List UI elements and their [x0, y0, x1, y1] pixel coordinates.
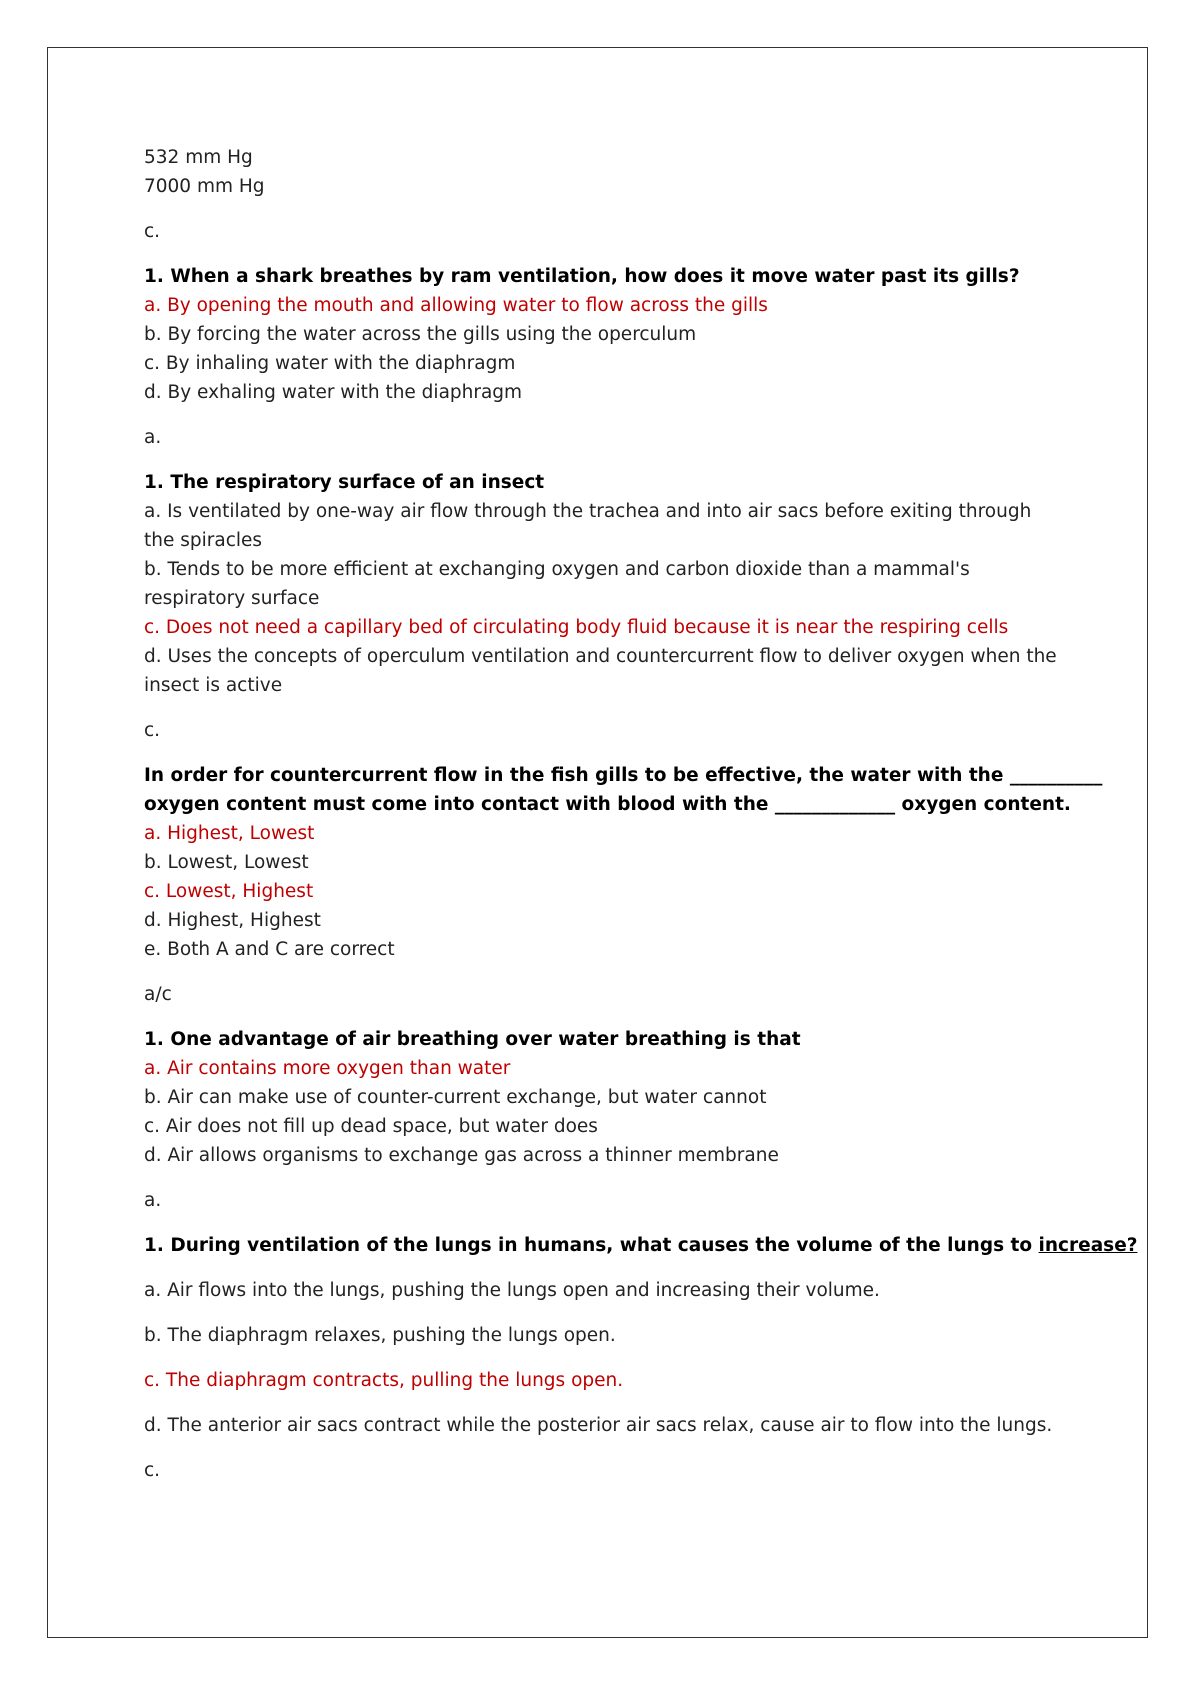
question-shark: 1. When a shark breathes by ram ventilation, how does it move water past its gills?	[144, 266, 1020, 287]
option-b: b. Air can make use of counter-current exchange, but water cannot	[144, 1087, 767, 1108]
option-a-correct: a. Air contains more oxygen than water	[144, 1058, 511, 1079]
option-a: a. Air flows into the lungs, pushing the lungs open and increasing their volume.	[144, 1280, 880, 1301]
option-c-correct: c. The diaphragm contracts, pulling the lungs open.	[144, 1370, 624, 1391]
option-d: d. Uses the concepts of operculum ventilation and countercurrent flow to deliver oxygen when the insect is active	[144, 646, 1057, 696]
option-a-correct: a. Highest, Lowest	[144, 823, 315, 844]
answer-key: c.	[144, 720, 161, 741]
answer-key: a/c	[144, 984, 172, 1005]
option-b: b. By forcing the water across the gills using the operculum	[144, 324, 697, 345]
option-d: d. Highest, Highest	[144, 910, 321, 931]
option-b: b. Tends to be more efficient at exchanging oxygen and carbon dioxide than a mammal's respiratory surface	[144, 559, 970, 609]
question-insect: 1. The respiratory surface of an insect	[144, 472, 545, 493]
question-air-breathing: 1. One advantage of air breathing over water breathing is that	[144, 1029, 801, 1050]
option-c: c. Air does not fill up dead space, but water does	[144, 1116, 598, 1137]
question-countercurrent-line-2: oxygen content must come into contact with blood with the _____________ oxygen content.	[144, 794, 1071, 815]
pressure-line-2: 7000 mm Hg	[144, 176, 265, 197]
question-countercurrent-line-1: In order for countercurrent flow in the fish gills to be effective, the water with the __________	[144, 765, 1103, 786]
answer-key: a.	[144, 427, 162, 448]
question-text: 1. During ventilation of the lungs in humans, what causes the volume of the lungs to	[144, 1235, 1039, 1256]
option-c-correct: c. Lowest, Highest	[144, 881, 314, 902]
option-d: d. Air allows organisms to exchange gas across a thinner membrane	[144, 1145, 779, 1166]
document-body	[144, 143, 1138, 1485]
option-b: b. The diaphragm relaxes, pushing the lungs open.	[144, 1325, 616, 1346]
option-b: b. Lowest, Lowest	[144, 852, 309, 873]
option-c: c. By inhaling water with the diaphragm	[144, 353, 516, 374]
answer-key: c.	[144, 1460, 161, 1481]
option-a-correct: a. By opening the mouth and allowing water to flow across the gills	[144, 295, 768, 316]
answer-key: c.	[144, 221, 161, 242]
option-d: d. The anterior air sacs contract while the posterior air sacs relax, cause air to flow into the lungs.	[144, 1415, 1053, 1436]
option-a: a. Is ventilated by one-way air flow through the trachea and into air sacs before exiting through the spiracles	[144, 501, 1032, 551]
pressure-line-1: 532 mm Hg	[144, 147, 253, 168]
answer-key: a.	[144, 1190, 162, 1211]
option-e: e. Both A and C are correct	[144, 939, 395, 960]
question-emphasis: increase?	[1038, 1235, 1138, 1256]
question-lung-ventilation	[144, 1231, 1138, 1260]
option-c-correct: c. Does not need a capillary bed of circulating body fluid because it is near the respiring cells	[144, 617, 1009, 638]
option-d: d. By exhaling water with the diaphragm	[144, 382, 523, 403]
